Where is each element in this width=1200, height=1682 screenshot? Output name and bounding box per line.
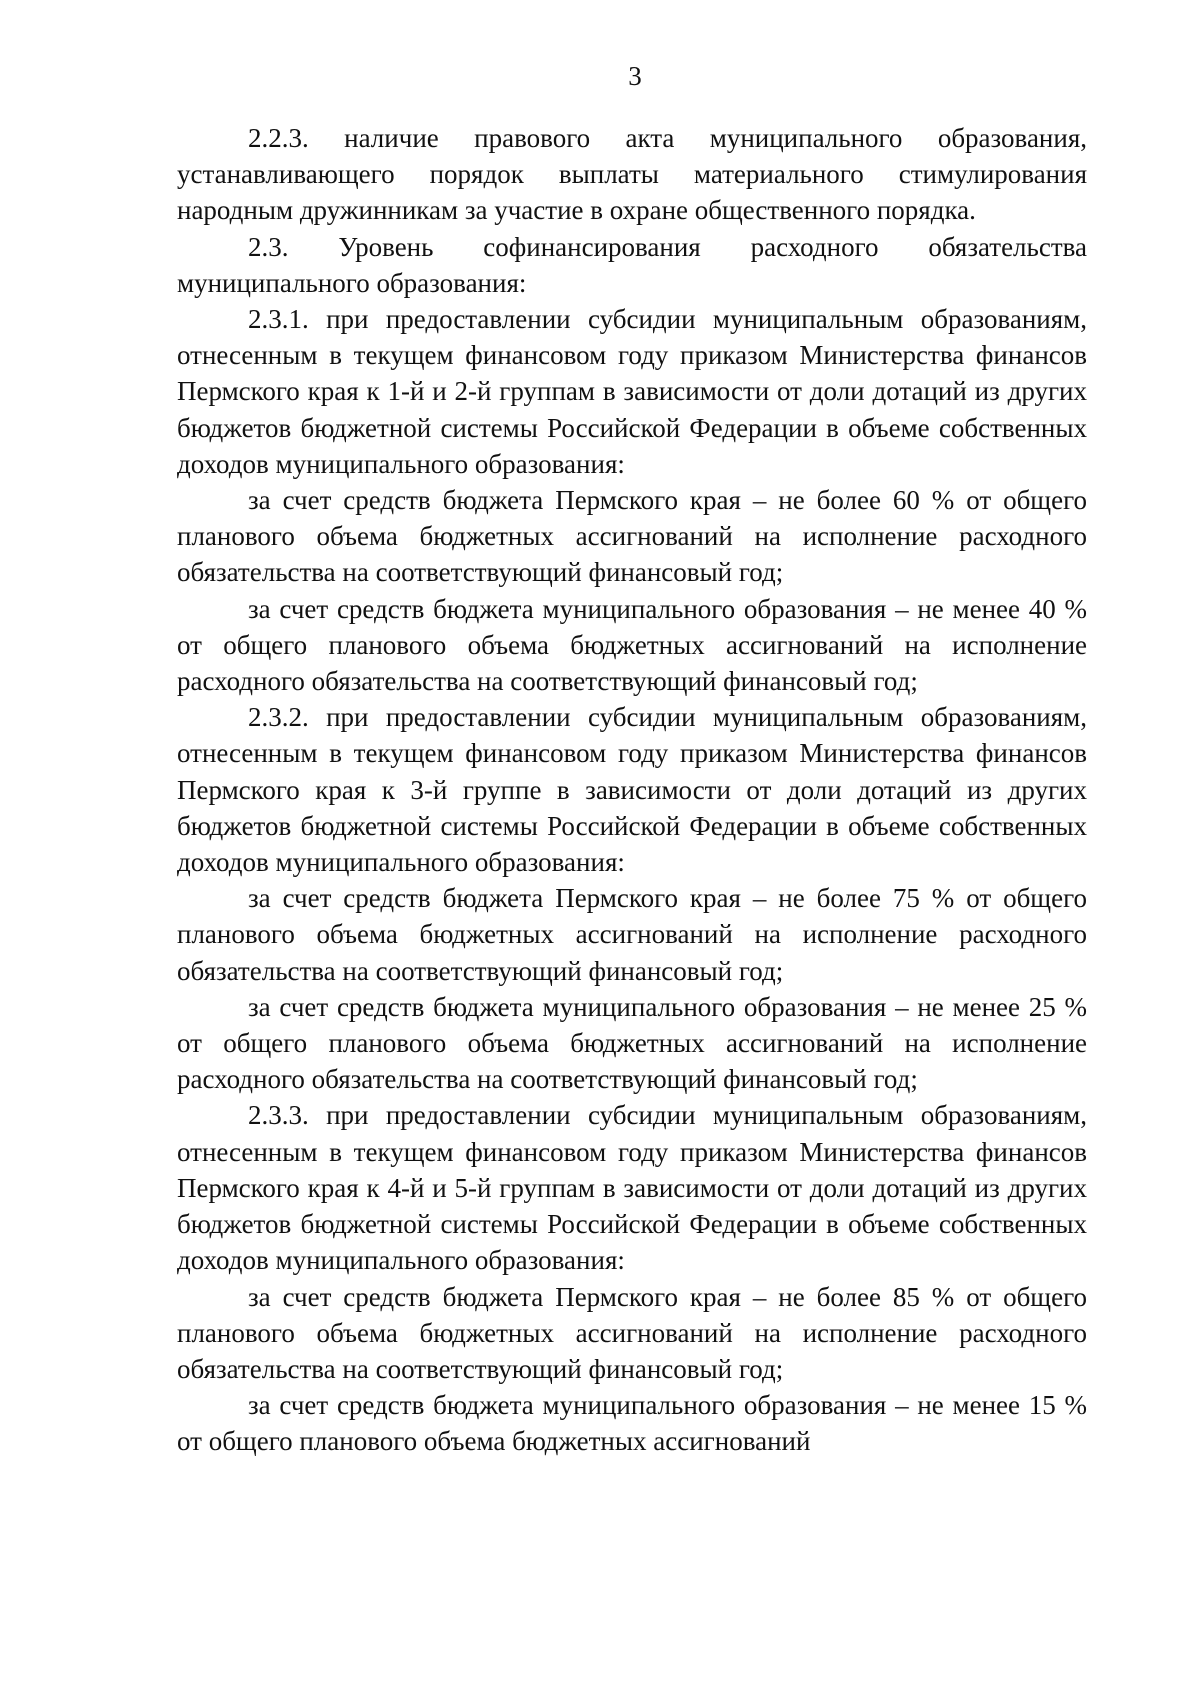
document-body	[177, 120, 1087, 1460]
paragraph-2-3-1-regional-share: за счет средств бюджета Пермского края – не более 60 % от общего планового объема бюджетных ассигнований на исполнение расходного обязательства на соответствующий финансовый год;	[177, 485, 1087, 588]
paragraph-2-3-2-regional-share: за счет средств бюджета Пермского края – не более 75 % от общего планового объема бюджетных ассигнований на исполнение расходного обязательства на соответствующий финансовый год;	[177, 883, 1087, 986]
paragraph-2-3-3-regional-share: за счет средств бюджета Пермского края – не более 85 % от общего планового объема бюджетных ассигнований на исполнение расходного обязательства на соответствующий финансовый год;	[177, 1281, 1087, 1384]
paragraph-2-3-1-municipal-share: за счет средств бюджета муниципального образования – не менее 40 % от общего планового объема бюджетных ассигнований на исполнение расходного обязательства на соответствующий финансовый год;	[177, 593, 1087, 697]
paragraph-2-3: 2.3. Уровень софинансирования расходного обязательства муниципального образования:	[177, 231, 1087, 298]
paragraph-2-3-1: 2.3.1. при предоставлении субсидии муниципальным образованиям, отнесенным в текущем финансовом году приказом Министерства финансов Пермского края к 1-й и 2-й группам в зависимости от доли дотаций из других бюджетов бюджетной системы Российской Федерации в объеме собственных доходов муниципального образования:	[177, 304, 1087, 479]
paragraph-2-3-3: 2.3.3. при предоставлении субсидии муниципальным образованиям, отнесенным в текущем финансовом году приказом Министерства финансов Пермского края к 4-й и 5-й группам в зависимости от доли дотаций из других бюджетов бюджетной системы Российской Федерации в объеме собственных доходов муниципального образования:	[177, 1100, 1087, 1276]
paragraph-2-3-2: 2.3.2. при предоставлении субсидии муниципальным образованиям, отнесенным в текущем финансовом году приказом Министерства финансов Пермского края к 3-й группе в зависимости от доли дотаций из других бюджетов бюджетной системы Российской Федерации в объеме собственных доходов муниципального образования:	[177, 702, 1087, 878]
paragraph-2-2-3: 2.2.3. наличие правового акта муниципального образования, устанавливающего порядок выплаты материального стимулирования народным дружинникам за участие в охране общественного порядка.	[177, 123, 1087, 226]
paragraph-2-3-3-municipal-share: за счет средств бюджета муниципального образования – не менее 15 % от общего планового объема бюджетных ассигнований	[177, 1390, 1087, 1457]
page-number: 3	[628, 61, 642, 91]
paragraph-2-3-2-municipal-share: за счет средств бюджета муниципального образования – не менее 25 % от общего планового объема бюджетных ассигнований на исполнение расходного обязательства на соответствующий финансовый год;	[177, 991, 1087, 1095]
